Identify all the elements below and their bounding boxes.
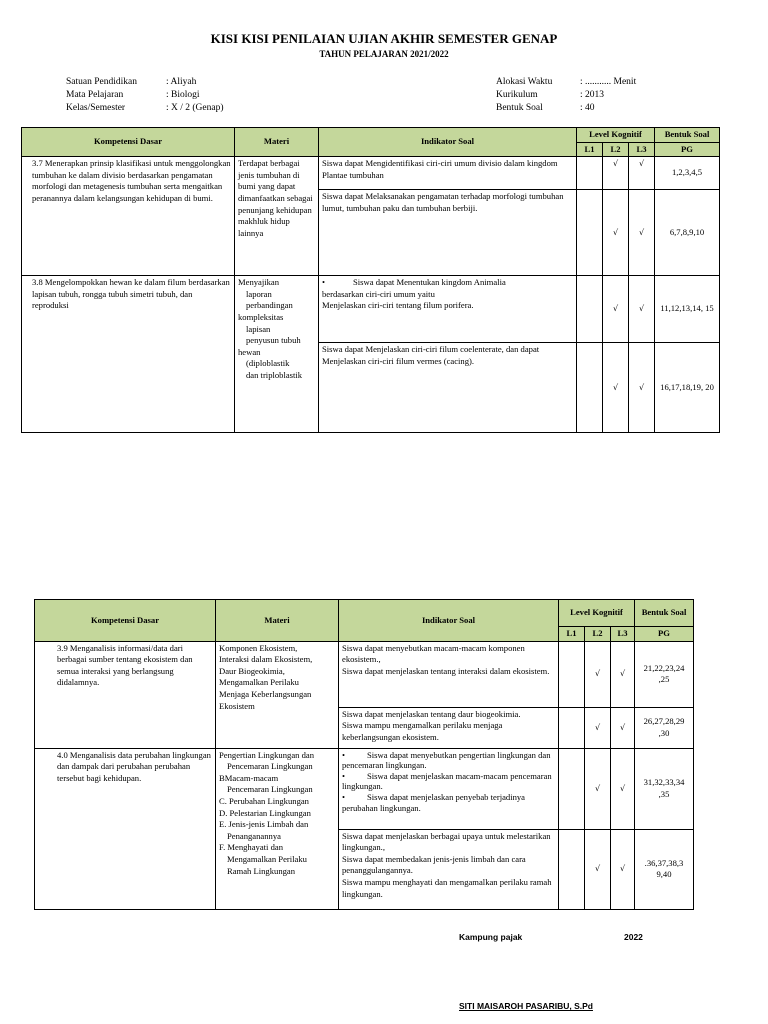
indikator-line: Siswa dapat menjelaskan tentang daur biogeokimia. xyxy=(342,708,521,719)
document-title: KISI KISI PENILAIAN UJIAN AKHIR SEMESTER GENAP xyxy=(210,31,558,46)
materi-cell: Terdapat berbagai jenis tumbuhan di bumi yang dapat dimanfaatkan sebagai penunjang kehidupan makhluk hidup lainnya xyxy=(235,157,319,276)
materi-line: Ramah Lingkungan xyxy=(227,865,296,876)
check-mark: √ xyxy=(611,707,635,748)
header-level-kognitif: Level Kognitif xyxy=(577,128,655,143)
l1-cell xyxy=(559,829,585,909)
meta-label: Kurikulum xyxy=(496,90,538,100)
check-mark: √ xyxy=(603,343,629,433)
kd-cell: 3.7 Menerapkan prinsip klasifikasi untuk menggolongkan tumbuhan ke dalam divisio berdasarkan pengamatan morfologi dan metagenesis tumbuhan serta mengaitkan peranannya dalam kelangsungan kehidupan di bumi. xyxy=(22,157,235,276)
pg-numbers: 21,22,23,24 ,25 xyxy=(635,641,694,707)
meta-value: : Biologi xyxy=(166,90,200,100)
pg-numbers: 26,27,28,29 ,30 xyxy=(635,707,694,748)
materi-line: C. Perubahan Lingkungan xyxy=(219,795,309,806)
indikator-cell xyxy=(339,748,559,829)
header-indikator-soal: Indikator Soal xyxy=(319,128,577,157)
materi-line: D. Pelestarian Lingkungan xyxy=(219,807,311,818)
indikator-line: Siswa dapat menjelaskan penyebab terjadinya perubahan lingkungan. xyxy=(342,791,525,813)
check-mark: √ xyxy=(603,157,629,190)
indikator-cell xyxy=(339,829,559,909)
check-mark: √ xyxy=(603,276,629,343)
meta-label: Mata Pelajaran xyxy=(66,90,124,100)
materi-cell xyxy=(235,276,319,433)
l1-cell xyxy=(559,748,585,829)
check-mark: √ xyxy=(611,829,635,909)
check-mark: √ xyxy=(585,829,611,909)
kisi-table-1 xyxy=(21,127,720,433)
meta-label: Satuan Pendidikan xyxy=(66,77,137,87)
materi-cell xyxy=(216,748,339,909)
header-indikator-soal: Indikator Soal xyxy=(339,600,559,642)
header-l2: L2 xyxy=(585,627,611,642)
indikator-cell xyxy=(319,276,577,343)
indikator-line: Siswa dapat menjelaskan tentang interaksi dalam ekosistem. xyxy=(342,665,550,676)
l1-cell xyxy=(559,641,585,707)
materi-line: (diploblastik xyxy=(246,358,290,369)
check-mark: √ xyxy=(629,343,655,433)
materi-line: Pencemaran Lingkungan xyxy=(227,761,313,772)
check-mark: √ xyxy=(629,276,655,343)
materi-line: laporan xyxy=(246,288,272,299)
indikator-line: Siswa dapat menjelaskan berbagai upaya untuk melestarikan lingkungan., xyxy=(342,830,551,853)
indikator-cell: Siswa dapat Melaksanakan pengamatan terhadap morfologi tumbuhan lumut, tumbuhan paku dan tumbuhan berbiji. xyxy=(319,190,577,276)
meta-label: Kelas/Semester xyxy=(66,103,126,113)
meta-value: : ........... Menit xyxy=(580,77,637,87)
check-mark: √ xyxy=(585,641,611,707)
meta-left xyxy=(66,76,224,115)
header-pg: PG xyxy=(655,142,720,157)
meta-label: Alokasi Waktu xyxy=(496,77,553,87)
header-materi: Materi xyxy=(216,600,339,642)
materi-line: Komponen Ekosistem, xyxy=(219,642,298,653)
materi-line: Ekosistem xyxy=(219,700,255,711)
header-l1: L1 xyxy=(559,627,585,642)
indikator-line: Siswa mampu menghayati dan mengamalkan perilaku ramah lingkungan. xyxy=(342,876,552,899)
indikator-line: berdasarkan ciri-ciri umum yaitu xyxy=(322,288,435,299)
indikator-cell: Siswa dapat Mengidentifikasi ciri-ciri umum divisio dalam kingdom Plantae tumbuhan xyxy=(319,157,577,190)
l1-cell xyxy=(577,190,603,276)
materi-line: Mengamalkan Perilaku xyxy=(227,853,307,864)
materi-line: Menyajikan xyxy=(238,277,280,288)
kd-cell: 4.0 Menganalisis data perubahan lingkungan dan dampak dari perubahan perubahan tersebut bagi kehidupan. xyxy=(35,748,216,909)
materi-line: Pencemaran Lingkungan xyxy=(227,784,313,795)
check-mark: √ xyxy=(585,707,611,748)
meta-value: : X / 2 (Genap) xyxy=(166,103,224,113)
signature-name: SITI MAISAROH PASARIBU, S.Pd xyxy=(459,1001,593,1011)
materi-line: Penanganannya xyxy=(227,830,281,841)
materi-line: Daur Biogeokimia, xyxy=(219,665,285,676)
l1-cell xyxy=(559,707,585,748)
materi-line: Interaksi dalam Ekosistem, xyxy=(219,654,313,665)
l1-cell xyxy=(577,343,603,433)
pg-numbers: .36,37,38,3 9,40 xyxy=(635,829,694,909)
meta-value: : 40 xyxy=(580,103,595,113)
indikator-line: Siswa dapat membedakan jenis-jenis limbah dan cara penanggulangannya. xyxy=(342,853,526,876)
pg-numbers: 1,2,3,4,5 xyxy=(655,157,720,190)
footer-place: Kampung pajak xyxy=(459,932,523,942)
meta-value: : Aliyah xyxy=(166,77,197,87)
check-mark: √ xyxy=(611,748,635,829)
materi-line: perbandingan xyxy=(246,300,293,311)
check-mark: √ xyxy=(629,190,655,276)
check-mark: √ xyxy=(611,641,635,707)
indikator-line: Siswa dapat menyebutkan pengertian lingkungan dan pencemaran lingkungan. xyxy=(342,749,551,771)
indikator-line: Siswa mampu mengamalkan perilaku menjaga keberlangsungan ekosistem. xyxy=(342,720,503,742)
meta-right xyxy=(496,76,636,115)
materi-line: hewan xyxy=(238,346,261,357)
materi-line: E. Jenis-jenis Limbah dan xyxy=(219,819,309,830)
check-mark: √ xyxy=(585,748,611,829)
document-subtitle: TAHUN PELAJARAN 2021/2022 xyxy=(319,49,449,59)
materi-cell xyxy=(216,641,339,748)
header-pg: PG xyxy=(635,627,694,642)
pg-numbers: 16,17,18,19, 20 xyxy=(655,343,720,433)
bullet-icon: • xyxy=(322,277,326,288)
kd-cell: 3.9 Menganalisis informasi/data dari berbagai sumber tentang ekosistem dan semua interaksi yang berlangsung didalamnya. xyxy=(35,641,216,748)
bullet-icon: • xyxy=(342,749,346,760)
materi-line: BMacam-macam xyxy=(219,772,279,783)
materi-line: penyusun tubuh xyxy=(246,335,301,346)
header-l2: L2 xyxy=(603,142,629,157)
pg-numbers: 11,12,13,14, 15 xyxy=(655,276,720,343)
header-l3: L3 xyxy=(611,627,635,642)
kd-cell: 3.8 Mengelompokkan hewan ke dalam filum berdasarkan lapisan tubuh, rongga tubuh simetri tubuh, dan reproduksi xyxy=(22,276,235,433)
kisi-table-2 xyxy=(34,599,694,910)
header-materi: Materi xyxy=(235,128,319,157)
materi-line: kompleksitas xyxy=(238,311,284,322)
check-mark: √ xyxy=(629,157,655,190)
header-kompetensi-dasar: Kompetensi Dasar xyxy=(22,128,235,157)
bullet-icon: • xyxy=(342,791,346,802)
indikator-cell: Siswa dapat Menjelaskan ciri-ciri filum coelenterate, dan dapat Menjelaskan ciri-ciri filum vermes (cacing). xyxy=(319,343,577,433)
indikator-cell xyxy=(339,707,559,748)
header-l3: L3 xyxy=(629,142,655,157)
footer-year: 2022 xyxy=(624,932,643,942)
indikator-cell xyxy=(339,641,559,707)
materi-line: lapisan xyxy=(246,323,271,334)
header-bentuk-soal: Bentuk Soal xyxy=(635,600,694,627)
meta-label: Bentuk Soal xyxy=(496,103,543,113)
indikator-line: Menjelaskan ciri-ciri tentang filum porifera. xyxy=(322,300,474,311)
materi-line: Mengamalkan Perilaku xyxy=(219,677,299,688)
header-bentuk-soal: Bentuk Soal xyxy=(655,128,720,143)
header-level-kognitif: Level Kognitif xyxy=(559,600,635,627)
materi-line: dan triploblastik xyxy=(246,369,303,380)
pg-numbers: 6,7,8,9,10 xyxy=(655,190,720,276)
indikator-line: Siswa dapat menjelaskan macam-macam pencemaran lingkungan. xyxy=(342,770,552,792)
meta-value: : 2013 xyxy=(580,90,605,100)
indikator-line: Siswa dapat Menentukan kingdom Animalia xyxy=(353,277,506,288)
l1-cell xyxy=(577,276,603,343)
indikator-line: Siswa dapat menyebutkan macam-macam komponen ekosistem., xyxy=(342,642,525,665)
header-kompetensi-dasar: Kompetensi Dasar xyxy=(35,600,216,642)
bullet-icon: • xyxy=(342,770,346,781)
materi-line: Pengertian Lingkungan dan xyxy=(219,749,314,760)
l1-cell xyxy=(577,157,603,190)
materi-line: F. Menghayati dan xyxy=(219,842,283,853)
check-mark: √ xyxy=(603,190,629,276)
pg-numbers: 31,32,33,34 ,35 xyxy=(635,748,694,829)
materi-line: Menjaga Keberlangsungan xyxy=(219,688,312,699)
header-l1: L1 xyxy=(577,142,603,157)
